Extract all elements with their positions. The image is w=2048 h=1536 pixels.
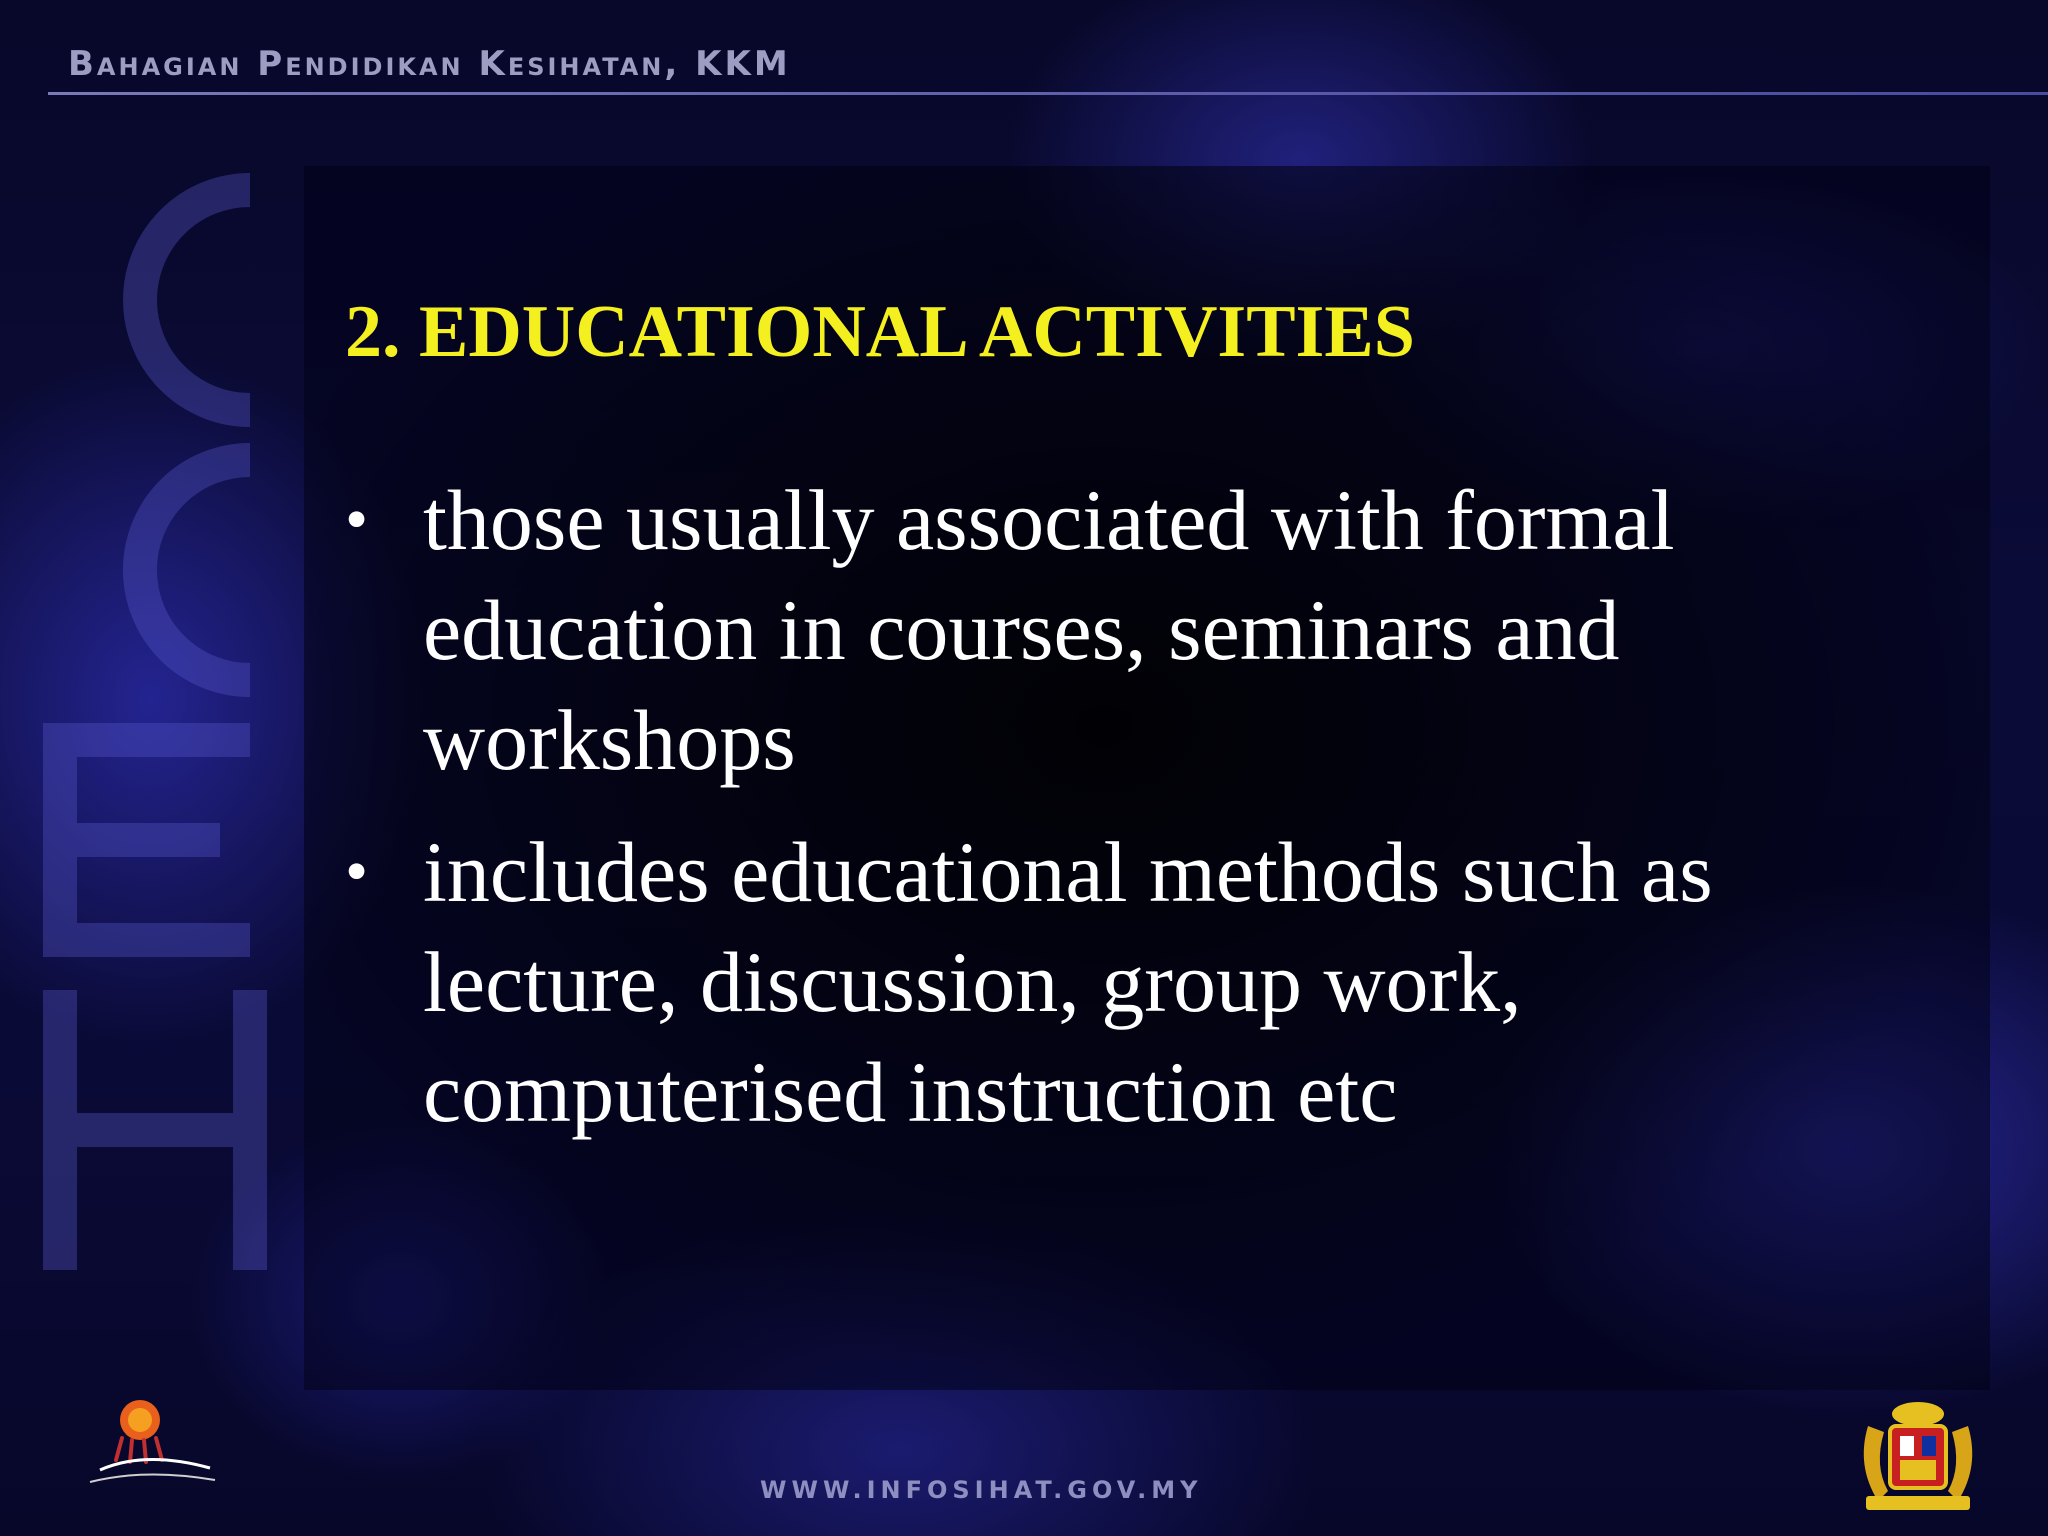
bullet-icon: •: [345, 483, 369, 556]
header-org-title: Bahagian Pendidikan Kesihatan, KKM: [68, 44, 791, 84]
side-watermark-graphic: [20, 160, 290, 1300]
header-divider: [48, 92, 2048, 95]
bullet-icon: •: [345, 835, 369, 908]
bullet-item: [345, 465, 1845, 795]
coat-of-arms-icon: [1848, 1396, 1988, 1516]
slide-title: 2. EDUCATIONAL ACTIVITIES: [345, 291, 1415, 373]
bullet-list: [345, 465, 1845, 1169]
footer-website-url: WWW.INFOSIHAT.GOV.MY: [760, 1476, 1203, 1504]
campaign-logo-icon: [70, 1390, 220, 1510]
bullet-text: includes educational methods such as lecture, discussion, group work, computerised instruction etc: [423, 824, 1713, 1140]
bullet-item: [345, 817, 1845, 1147]
bullet-text: those usually associated with formal education in courses, seminars and workshops: [423, 472, 1675, 788]
